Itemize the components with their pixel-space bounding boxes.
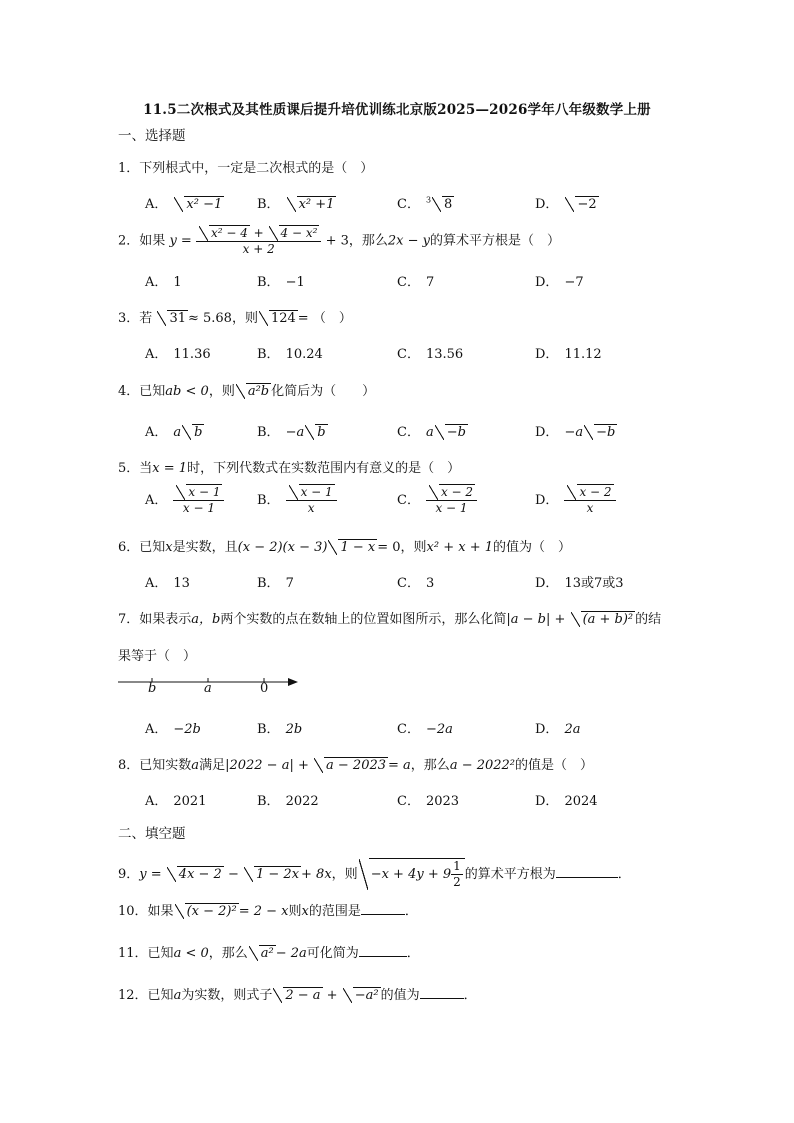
q1-option-d: D． −2 (535, 197, 597, 212)
q3-option-d: D． 11.12 (535, 347, 602, 362)
q3-option-b: B． 10.24 (257, 347, 323, 362)
q1-number: 1． (118, 161, 140, 176)
q3-option-a: A． 11.36 (145, 347, 211, 362)
q4-option-a: A． a b (145, 425, 203, 440)
q5-options (145, 484, 705, 524)
q12-answer-blank[interactable] (420, 998, 464, 999)
q4-options (145, 421, 705, 443)
q2-option-a: A． 1 (145, 275, 182, 290)
q1-option-a: A． x² −1 (145, 197, 223, 212)
q2-y-eq: y = (169, 233, 192, 249)
q4-option-b: B． −a b (257, 425, 326, 440)
q2-expr: 2x − y (387, 233, 430, 249)
section-choice-heading: 一、选择题 (118, 128, 186, 144)
q2-option-d: D． −7 (535, 275, 584, 290)
q2-prefix: 如果 (139, 233, 166, 249)
q2-tail: + 3，那么 (325, 233, 388, 249)
question-7: 7．如果表示a，b两个实数的点在数轴上的位置如图所示，那么化简|a − b| + (a + b)² 的结 (118, 612, 662, 627)
q8-option-d: D． 2024 (535, 794, 598, 809)
q7-option-a: A． −2b (145, 722, 201, 737)
q4-option-c: C． a −b (397, 425, 466, 440)
q1-b-radicand: x² +1 (298, 197, 335, 212)
q1-options (145, 193, 705, 215)
q7-option-d: D． 2a (535, 722, 581, 737)
q2-option-b: B． −1 (257, 275, 305, 290)
question-11: 11．已知a < 0，那么 a² − 2a可化简为 ． (118, 946, 420, 961)
question-1 (118, 157, 373, 176)
question-4: 4．已知ab < 0，则 a²b 化简后为（ ） (118, 384, 376, 399)
question-12: 12．已知a为实数，则式子 2 − a + −a² 的值为 ． (118, 988, 477, 1003)
question-5: 5．当x = 1时，下列代数式在实数范围内有意义的是（ ） (118, 461, 461, 476)
q2-num-a: x² − 4 (210, 226, 248, 240)
q2-den: x + 2 (242, 242, 275, 256)
section-fill-heading: 二、填空题 (118, 826, 186, 842)
q3-radicand-2: 124 (270, 311, 296, 326)
q1-option-c: C． $^3$ 8 (397, 195, 453, 212)
question-7-line-2: 果等于（ ） (118, 649, 197, 664)
q6-options (145, 572, 705, 594)
question-8: 8．已知实数a满足|2022 − a| + a − 2023 = a，那么a − 2022²的值是（ ） (118, 758, 594, 773)
q8-options (145, 790, 705, 812)
question-2 (118, 225, 560, 257)
q2-number: 2． (118, 233, 140, 249)
question-10: 10．如果 (x − 2)² = 2 − x则x的范围是 ． (118, 904, 418, 919)
number-line-figure (118, 675, 308, 703)
q1-a-radicand: x² −1 (186, 197, 223, 212)
question-9: 9．y = 4x − 2 − 1 − 2x + 8x，则 −x + 4y + 9 $\frac{1}{2}$ 的算术平方根为 ． (118, 859, 631, 889)
q7-options (145, 718, 705, 740)
q4-condition: ab < 0 (165, 384, 209, 399)
question-3: 3．若 31 ≈ 5.68，则 124 = （ ） (118, 311, 352, 326)
q1-text: 下列根式中，一定是二次根式的是（ ） (139, 161, 374, 176)
q2-end: 的算术平方根是（ ） (430, 233, 561, 249)
q1-option-b: B． x² +1 (257, 197, 335, 212)
label-b: b (148, 681, 157, 696)
q3-option-c: C． 13.56 (397, 347, 464, 362)
q6-option-b: B． 7 (257, 576, 294, 591)
q6-option-c: C． 3 (397, 576, 435, 591)
q10-answer-blank[interactable] (361, 914, 405, 915)
label-a: a (204, 681, 212, 696)
q3-radicand-1: 31 (169, 311, 186, 326)
q5-condition: x = 1 (152, 461, 188, 476)
q8-option-c: C． 2023 (397, 794, 460, 809)
label-0: 0 (260, 681, 269, 696)
q2-fraction: $\frac{\text{x² − 4 + 4 − x²}}{x + 2}$ (196, 225, 322, 257)
question-6: 6．已知x是实数，且(x − 2)(x − 3) 1 − x = 0，则x² + x + 1的值为（ ） (118, 540, 572, 555)
q5-option-c: C． $\frac{x - 2}{x - 1}$ (397, 484, 477, 516)
page-title: 11.5二次根式及其性质课后提升培优训练北京版2025—2026学年八年级数学上册 (143, 102, 651, 118)
q5-option-b: B． $\frac{x - 1}{x}$ (257, 484, 337, 516)
q5-option-d: D． $\frac{x - 2}{x}$ (535, 484, 616, 516)
q7-option-b: B． 2b (257, 722, 303, 737)
q4-option-d: D． −a −b (535, 425, 616, 440)
q3-options (145, 343, 705, 365)
q2-num-b: 4 − x² (280, 226, 318, 240)
q8-option-a: A． 2021 (145, 794, 207, 809)
q2-options (145, 271, 705, 293)
number-line-svg (118, 675, 308, 703)
q6-option-a: A． 13 (145, 576, 190, 591)
q6-option-d: D． 13或7或3 (535, 576, 624, 591)
q9-answer-blank[interactable] (556, 877, 618, 878)
q4-radicand: a²b (247, 384, 270, 399)
q7-option-c: C． −2a (397, 722, 453, 737)
number-line-arrow-icon (288, 678, 298, 686)
q1-c-index: 3 (425, 195, 432, 205)
q11-answer-blank[interactable] (359, 956, 407, 957)
q2-option-c: C． 7 (397, 275, 435, 290)
q5-option-a: A． $\frac{x - 1}{x - 1}$ (145, 484, 224, 516)
q8-option-b: B． 2022 (257, 794, 319, 809)
q1-c-radicand: 8 (444, 197, 453, 212)
q1-d-radicand: −2 (577, 197, 597, 212)
